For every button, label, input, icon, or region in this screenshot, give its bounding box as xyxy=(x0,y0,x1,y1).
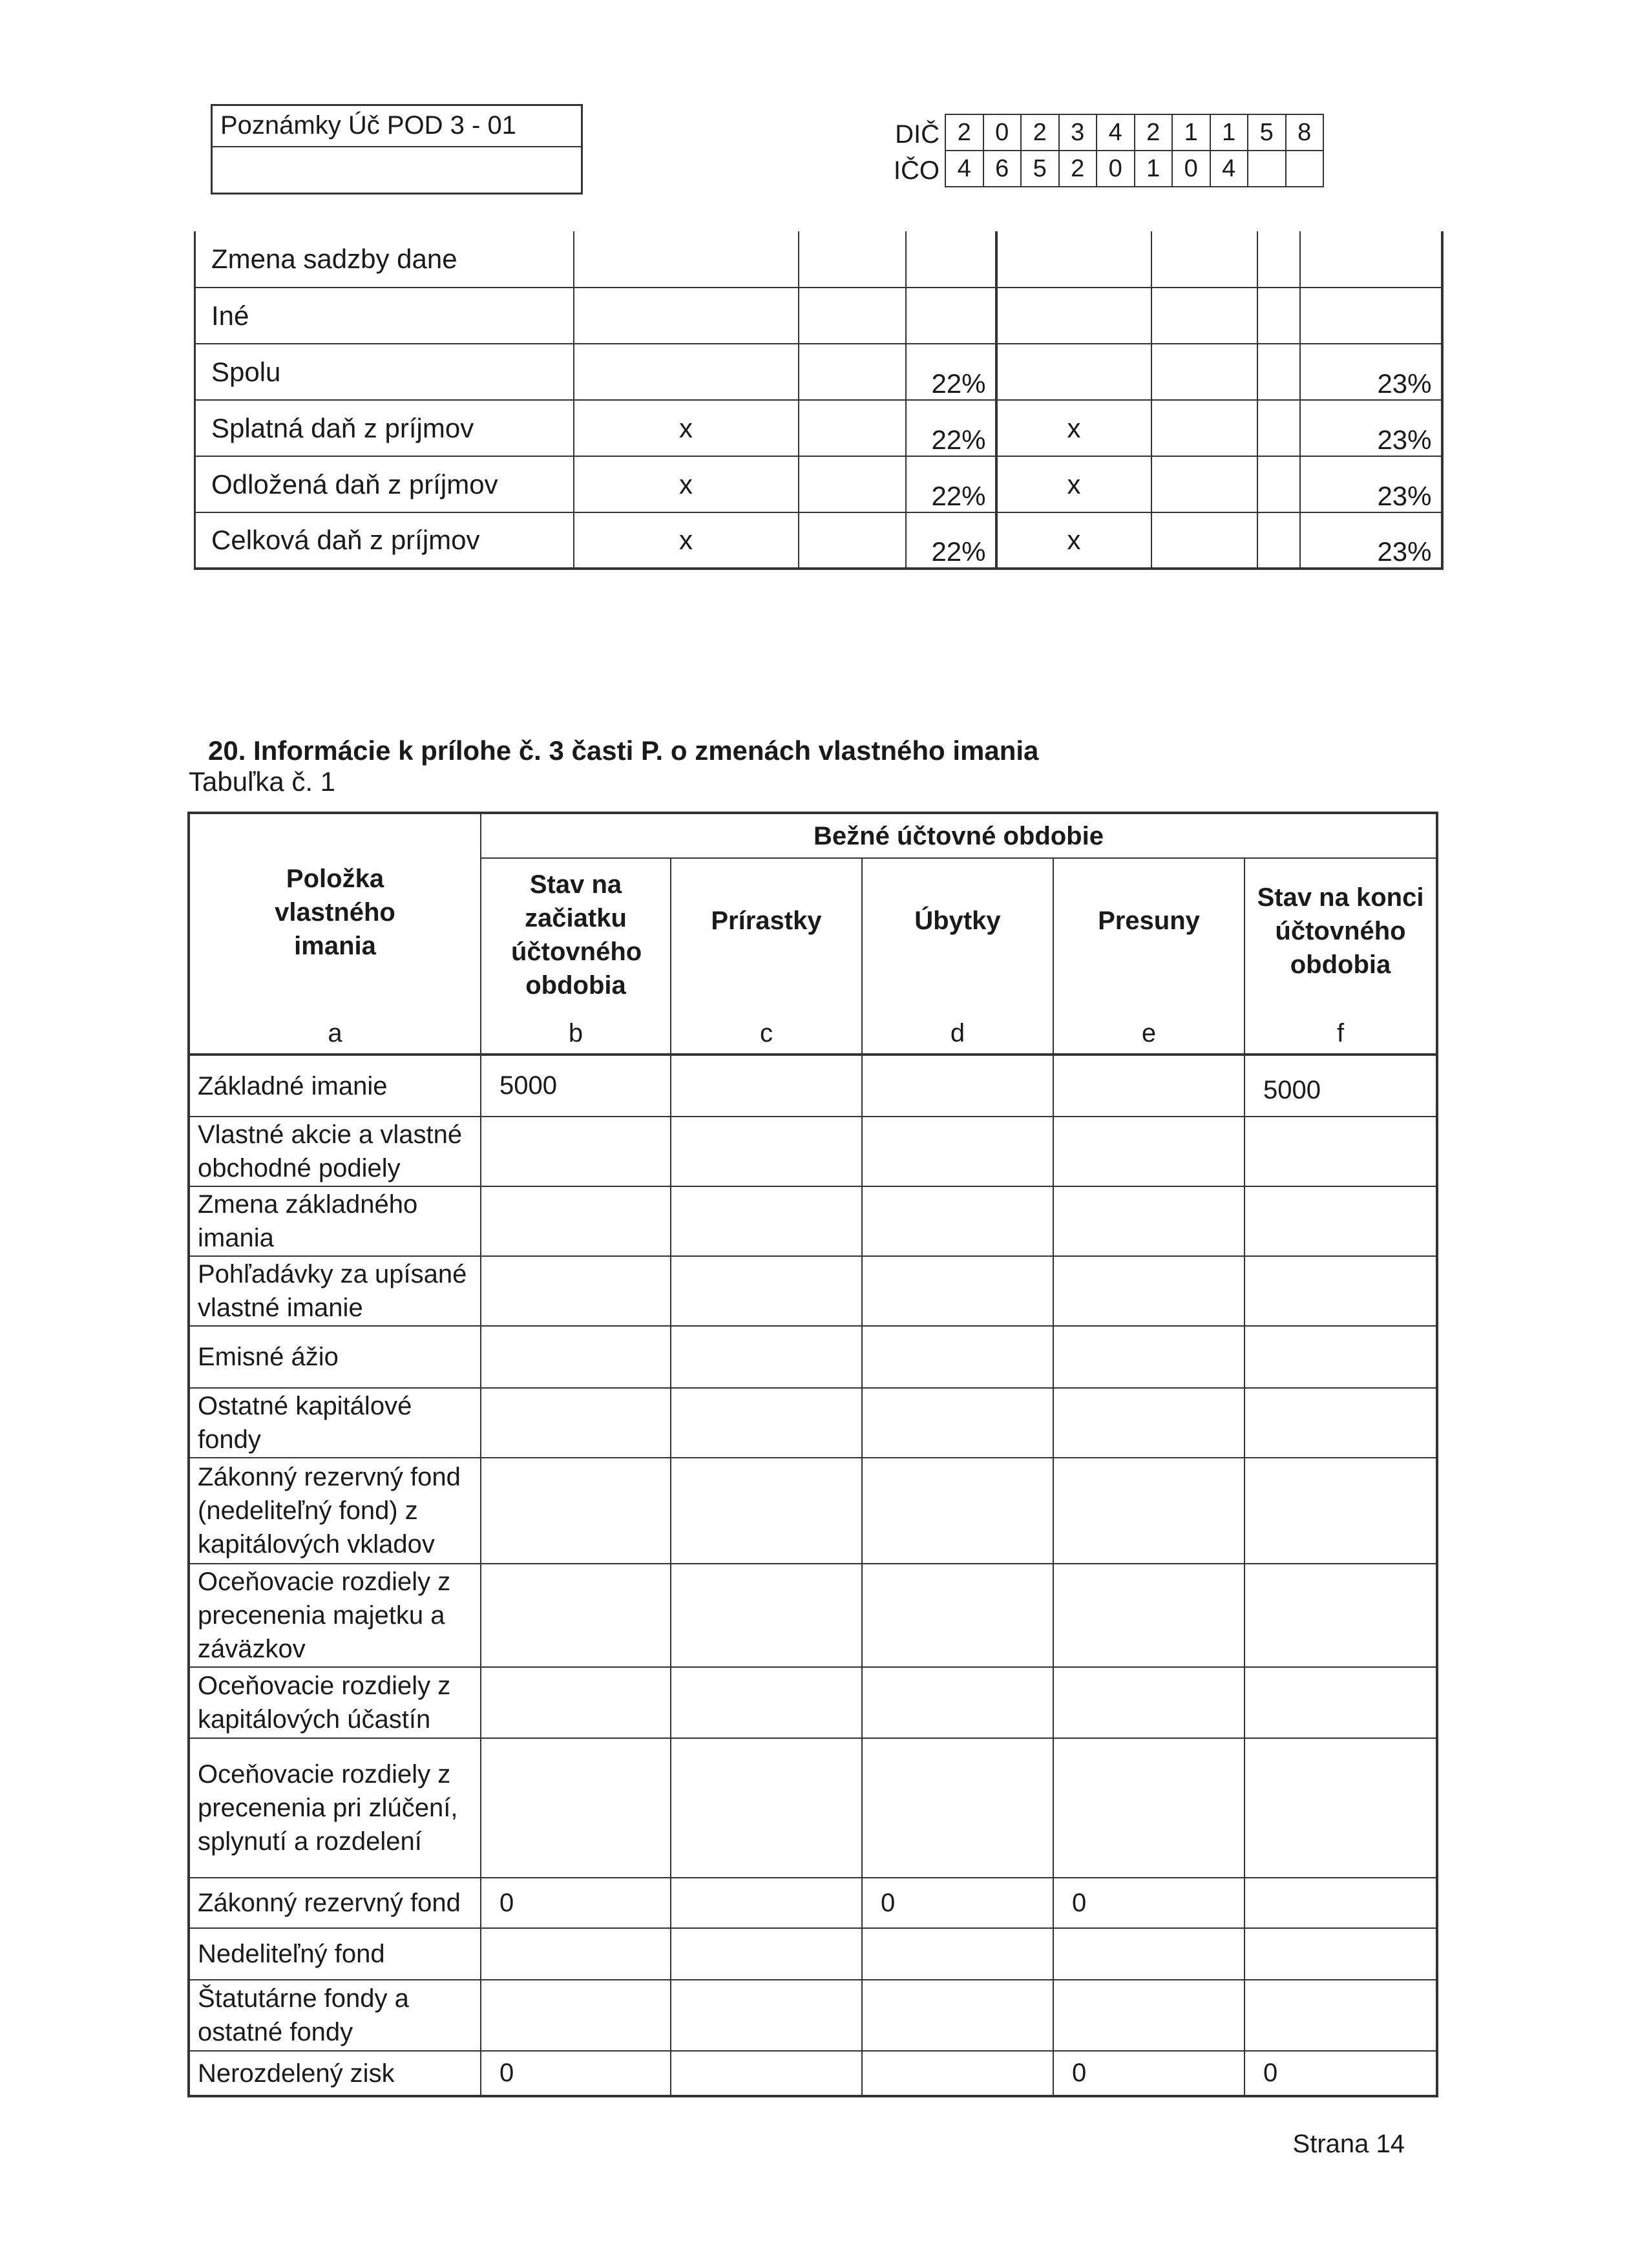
table-cell: 23% xyxy=(1300,512,1442,569)
value-b xyxy=(481,1326,671,1388)
table-cell: x xyxy=(996,400,1151,456)
table-cell: x xyxy=(996,512,1151,569)
table-row xyxy=(189,1055,1437,1117)
row-label: Zákonný rezervný fond xyxy=(189,1878,481,1928)
value-d xyxy=(862,1117,1053,1186)
value-f xyxy=(1245,1186,1437,1256)
table-cell: 22% xyxy=(906,456,996,512)
header-col-f-label: Stav na konci účtovného obdobia xyxy=(1257,883,1424,979)
row-label: Základné imanie xyxy=(189,1055,481,1117)
table-cell xyxy=(574,288,799,344)
dic-digit: 8 xyxy=(1286,114,1324,151)
id-grid xyxy=(945,114,1324,187)
header-col-c: Prírastky xyxy=(671,858,862,1009)
value-e xyxy=(1053,1055,1245,1117)
dic-digit: 3 xyxy=(1059,114,1097,151)
row-label: Oceňovacie rozdiely z precenenia pri zlúčení, splynutí a rozdelení xyxy=(189,1738,481,1878)
value-f xyxy=(1245,1388,1437,1458)
row-label: Emisné ážio xyxy=(189,1326,481,1388)
tax-rate-table xyxy=(194,231,1444,570)
header-row xyxy=(189,813,1437,858)
letter-cell: f xyxy=(1245,1009,1437,1055)
value-f xyxy=(1245,1117,1437,1186)
dic-digit: 2 xyxy=(1135,114,1173,151)
ico-digit: 1 xyxy=(1135,151,1173,187)
value-b xyxy=(481,1458,671,1564)
value-d xyxy=(862,1326,1053,1388)
table-cell xyxy=(799,512,906,569)
value-d xyxy=(862,1388,1053,1458)
value-b xyxy=(481,1738,671,1878)
row-label: Zmena základného imania xyxy=(189,1186,481,1256)
value-c xyxy=(671,1117,862,1186)
header-col-f xyxy=(1245,858,1437,1009)
table-cell xyxy=(1257,344,1300,400)
table-row xyxy=(189,1738,1437,1878)
dic-digit: 5 xyxy=(1248,114,1286,151)
row-label: Iné xyxy=(195,288,574,344)
ico-digit: 2 xyxy=(1059,151,1097,187)
table-row xyxy=(195,231,1442,288)
letter-cell: b xyxy=(481,1009,671,1055)
table-row xyxy=(195,400,1442,456)
value-d xyxy=(862,1928,1053,1980)
table-row xyxy=(189,1667,1437,1738)
note-box xyxy=(211,104,583,194)
dic-row xyxy=(945,114,1323,151)
header-item xyxy=(189,813,481,1009)
table-cell xyxy=(799,288,906,344)
table-cell: x xyxy=(574,512,799,569)
value-d xyxy=(862,1667,1053,1738)
value-d xyxy=(862,1564,1053,1667)
value-e xyxy=(1053,1458,1245,1564)
value-f xyxy=(1245,1458,1437,1564)
table-cell: x xyxy=(574,400,799,456)
dic-digit: 2 xyxy=(945,114,983,151)
table-row xyxy=(189,1458,1437,1564)
value-e xyxy=(1053,1256,1245,1326)
value-f: 0 xyxy=(1245,2051,1437,2096)
table-row xyxy=(195,344,1442,400)
value-f xyxy=(1245,1878,1437,1928)
ico-digit: 6 xyxy=(983,151,1022,187)
table-cell xyxy=(1151,400,1257,456)
ico-digit: 0 xyxy=(1172,151,1210,187)
value-b: 0 xyxy=(481,1878,671,1928)
header-col-b-label: Stav na začiatku účtovného obdobia xyxy=(511,870,642,1000)
row-label: Pohľadávky za upísané vlastné imanie xyxy=(189,1256,481,1326)
value-b xyxy=(481,1186,671,1256)
value-b xyxy=(481,1667,671,1738)
value-b xyxy=(481,1980,671,2051)
value-b xyxy=(481,1117,671,1186)
table-cell xyxy=(1151,231,1257,288)
value-c xyxy=(671,2051,862,2096)
dic-digit: 1 xyxy=(1172,114,1210,151)
value-d xyxy=(862,1738,1053,1878)
value-c xyxy=(671,1388,862,1458)
row-label: Oceňovacie rozdiely z kapitálových účastín xyxy=(189,1667,481,1738)
table-cell xyxy=(799,344,906,400)
table-cell xyxy=(1300,288,1442,344)
value-e xyxy=(1053,1738,1245,1878)
row-label: Nerozdelený zisk xyxy=(189,2051,481,2096)
table-caption: Tabuľka č. 1 xyxy=(189,766,336,797)
letter-cell: d xyxy=(862,1009,1053,1055)
value-e xyxy=(1053,1388,1245,1458)
row-label: Zákonný rezervný fond (nedeliteľný fond) z kapitálových vkladov xyxy=(189,1458,481,1564)
value-c xyxy=(671,1928,862,1980)
table-row xyxy=(189,1878,1437,1928)
table-cell xyxy=(1300,231,1442,288)
table-cell xyxy=(799,400,906,456)
value-f xyxy=(1245,1738,1437,1878)
row-label: Splatná daň z príjmov xyxy=(195,400,574,456)
table-row xyxy=(189,2051,1437,2096)
dic-digit: 1 xyxy=(1210,114,1248,151)
value-c xyxy=(671,1186,862,1256)
value-d xyxy=(862,1256,1053,1326)
dic-digit: 4 xyxy=(1097,114,1135,151)
table-row xyxy=(189,1564,1437,1667)
value-e xyxy=(1053,1186,1245,1256)
table-row xyxy=(195,456,1442,512)
table-cell xyxy=(1151,456,1257,512)
value-c xyxy=(671,1980,862,2051)
table-row xyxy=(189,1388,1437,1458)
header-col-d: Úbytky xyxy=(862,858,1053,1009)
table-cell: 23% xyxy=(1300,400,1442,456)
value-c xyxy=(671,1055,862,1117)
row-label: Celková daň z príjmov xyxy=(195,512,574,569)
value-f xyxy=(1245,1564,1437,1667)
ico-digit xyxy=(1286,151,1324,187)
section-title: 20. Informácie k prílohe č. 3 časti P. o zmenách vlastného imania xyxy=(208,735,1039,766)
table-cell xyxy=(799,231,906,288)
row-label: Nedeliteľný fond xyxy=(189,1928,481,1980)
page-number: Strana 14 xyxy=(1292,2130,1405,2158)
table-cell xyxy=(1257,288,1300,344)
value-d xyxy=(862,1980,1053,2051)
note-label: Poznámky Úč POD 3 - 01 xyxy=(213,106,581,147)
row-label: Oceňovacie rozdiely z precenenia majetku a záväzkov xyxy=(189,1564,481,1667)
value-e: 0 xyxy=(1053,1878,1245,1928)
dic-digit: 2 xyxy=(1021,114,1059,151)
dic-label: DIČ xyxy=(895,120,940,149)
ico-digit: 4 xyxy=(1210,151,1248,187)
table-cell xyxy=(1151,344,1257,400)
table-cell: 22% xyxy=(906,400,996,456)
value-f xyxy=(1245,1256,1437,1326)
table-cell: 22% xyxy=(906,512,996,569)
value-c xyxy=(671,1667,862,1738)
table-row xyxy=(189,1256,1437,1326)
dic-digit: 0 xyxy=(983,114,1022,151)
value-e xyxy=(1053,1980,1245,2051)
value-c xyxy=(671,1564,862,1667)
row-label: Ostatné kapitálové fondy xyxy=(189,1388,481,1458)
table-cell xyxy=(996,344,1151,400)
value-f xyxy=(1245,1667,1437,1738)
letter-cell: a xyxy=(189,1009,481,1055)
table-cell xyxy=(1151,512,1257,569)
table-cell xyxy=(906,288,996,344)
header-period: Bežné účtovné obdobie xyxy=(481,813,1437,858)
table-row xyxy=(189,1928,1437,1980)
ico-digit: 4 xyxy=(945,151,983,187)
header-col-e: Presuny xyxy=(1053,858,1245,1009)
row-label: Vlastné akcie a vlastné obchodné podiely xyxy=(189,1117,481,1186)
value-b: 0 xyxy=(481,2051,671,2096)
value-d xyxy=(862,1458,1053,1564)
table-row xyxy=(189,1117,1437,1186)
table-cell xyxy=(574,231,799,288)
table-row xyxy=(195,288,1442,344)
value-e xyxy=(1053,1117,1245,1186)
equity-table xyxy=(187,812,1438,2097)
table-cell xyxy=(799,456,906,512)
row-label: Odložená daň z príjmov xyxy=(195,456,574,512)
row-label: Spolu xyxy=(195,344,574,400)
letter-cell: c xyxy=(671,1009,862,1055)
value-c xyxy=(671,1738,862,1878)
value-b xyxy=(481,1564,671,1667)
value-e xyxy=(1053,1564,1245,1667)
ico-digit xyxy=(1248,151,1286,187)
header-item-label: Položka vlastného imania xyxy=(275,865,395,960)
value-c xyxy=(671,1878,862,1928)
value-b: 5000 xyxy=(481,1055,671,1117)
value-e xyxy=(1053,1928,1245,1980)
row-label: Zmena sadzby dane xyxy=(195,231,574,288)
table-cell xyxy=(1257,512,1300,569)
table-row xyxy=(189,1980,1437,2051)
value-b xyxy=(481,1928,671,1980)
value-b xyxy=(481,1256,671,1326)
value-c xyxy=(671,1256,862,1326)
table-cell xyxy=(996,231,1151,288)
value-f xyxy=(1245,1326,1437,1388)
ico-digit: 0 xyxy=(1097,151,1135,187)
table-cell xyxy=(1257,231,1300,288)
value-e xyxy=(1053,1667,1245,1738)
value-c xyxy=(671,1458,862,1564)
table-cell xyxy=(906,231,996,288)
value-d xyxy=(862,1055,1053,1117)
value-b xyxy=(481,1388,671,1458)
table-cell: 23% xyxy=(1300,456,1442,512)
table-cell: 22% xyxy=(906,344,996,400)
value-d xyxy=(862,1186,1053,1256)
value-e: 0 xyxy=(1053,2051,1245,2096)
table-cell xyxy=(1257,456,1300,512)
row-label: Štatutárne fondy a ostatné fondy xyxy=(189,1980,481,2051)
value-c xyxy=(671,1326,862,1388)
value-f xyxy=(1245,1980,1437,2051)
ico-row xyxy=(945,151,1323,187)
value-d: 0 xyxy=(862,1878,1053,1928)
table-cell xyxy=(1151,288,1257,344)
table-row xyxy=(189,1186,1437,1256)
table-cell xyxy=(574,344,799,400)
letter-cell: e xyxy=(1053,1009,1245,1055)
table-row xyxy=(195,512,1442,569)
letter-row xyxy=(189,1009,1437,1055)
header-col-b xyxy=(481,858,671,1009)
table-cell xyxy=(996,288,1151,344)
table-cell xyxy=(1257,400,1300,456)
value-f xyxy=(1245,1928,1437,1980)
value-d xyxy=(862,2051,1053,2096)
table-cell: x xyxy=(996,456,1151,512)
ico-label: IČO xyxy=(893,156,940,185)
ico-digit: 5 xyxy=(1021,151,1059,187)
table-cell: x xyxy=(574,456,799,512)
value-e xyxy=(1053,1326,1245,1388)
table-row xyxy=(189,1326,1437,1388)
table-cell: 23% xyxy=(1300,344,1442,400)
value-f: 5000 xyxy=(1245,1055,1437,1117)
